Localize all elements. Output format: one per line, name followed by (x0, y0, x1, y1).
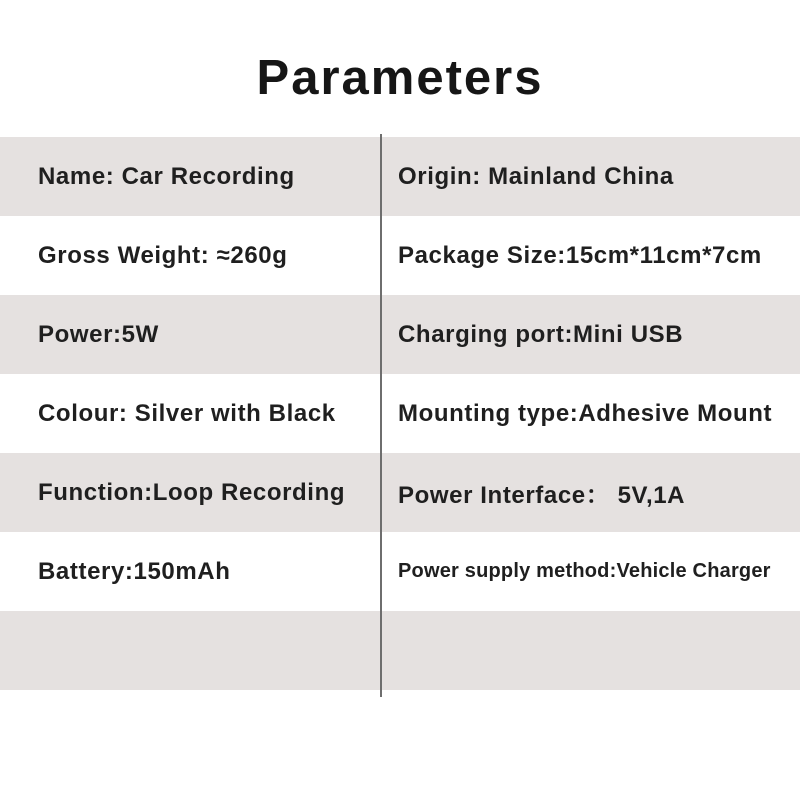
spec-gross-weight: Gross Weight: ≈260g (38, 241, 288, 269)
column-divider-line (380, 134, 382, 697)
spec-package-size: Package Size:15cm*11cm*7cm (398, 241, 762, 269)
table-row (0, 137, 800, 216)
spec-power: Power:5W (38, 320, 159, 348)
empty-cell (0, 611, 381, 690)
table-row (0, 532, 800, 611)
table-row (0, 374, 800, 453)
spec-name: Name: Car Recording (38, 162, 295, 190)
page-title: Parameters (256, 51, 544, 105)
spec-battery: Battery:150mAh (38, 557, 231, 585)
table-row (0, 216, 800, 295)
table-row-empty (0, 611, 800, 690)
table-row (0, 295, 800, 374)
spec-table (0, 137, 800, 690)
spec-origin: Origin: Mainland China (398, 162, 674, 190)
table-row (0, 453, 800, 532)
spec-mounting-type: Mounting type:Adhesive Mount (398, 399, 773, 427)
spec-charging-port: Charging port:Mini USB (398, 320, 684, 348)
spec-colour: Colour: Silver with Black (38, 399, 336, 427)
empty-cell (381, 611, 800, 690)
spec-function: Function:Loop Recording (38, 478, 346, 506)
spec-power-supply-method: Power supply method:Vehicle Charger (398, 560, 771, 582)
spec-power-interface: Power Interface： 5V,1A (398, 482, 686, 509)
